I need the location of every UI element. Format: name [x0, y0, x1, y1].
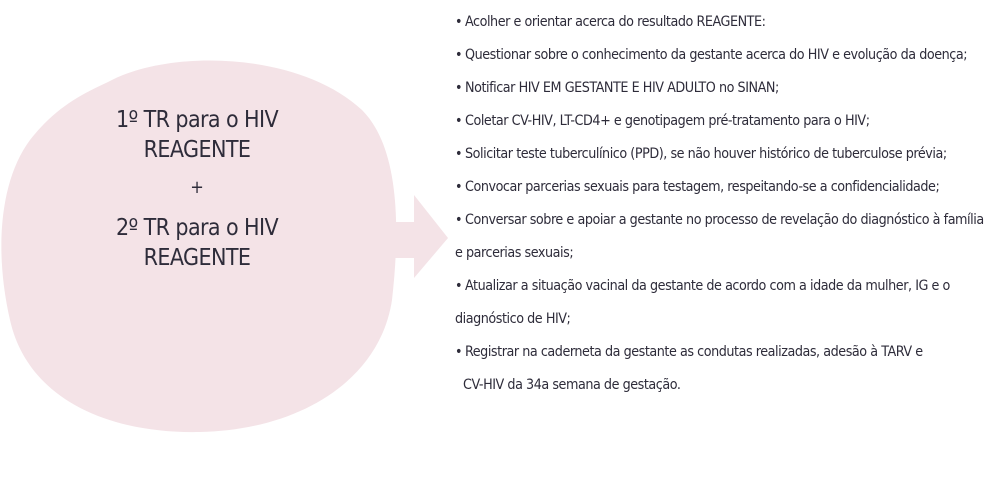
bullet-icon: • — [455, 146, 463, 162]
list-item — [455, 336, 993, 369]
list-item — [455, 171, 993, 204]
arrow-shape — [388, 195, 448, 278]
item-text: Solicitar teste tuberculínico (PPD), se não houver histórico de tuberculose prévia; — [465, 146, 947, 162]
item-text: Coletar CV-HIV, LT-CD4+ e genotipagem pré-tratamento para o HIV; — [465, 113, 870, 129]
list-item — [455, 270, 993, 303]
item-text: Convocar parcerias sexuais para testagem, respeitando-se a confidencialidade; — [465, 179, 940, 195]
second-test-label: 2º TR para o HIV — [115, 215, 279, 241]
action-list — [455, 6, 993, 402]
item-text: Conversar sobre e apoiar a gestante no processo de revelação do diagnóstico à família — [465, 212, 984, 228]
bullet-icon: • — [455, 80, 463, 96]
bullet-icon: • — [455, 212, 463, 228]
plus-sign: + — [190, 177, 204, 198]
item-text: Acolher e orientar acerca do resultado REAGENTE: — [465, 14, 766, 30]
first-test-result: REAGENTE — [143, 137, 251, 163]
second-test-result: REAGENTE — [143, 245, 251, 271]
list-item — [455, 72, 993, 105]
item-text: Atualizar a situação vacinal da gestante de acordo com a idade da mulher, IG e o — [465, 278, 950, 294]
item-text: Notificar HIV EM GESTANTE E HIV ADULTO no SINAN; — [465, 80, 779, 96]
bullet-icon: • — [455, 113, 463, 129]
item-text: Questionar sobre o conhecimento da gestante acerca do HIV e evolução da doença; — [465, 47, 968, 63]
list-item — [455, 138, 993, 171]
list-item — [455, 6, 993, 39]
result-summary — [72, 105, 322, 273]
list-item-continuation — [455, 369, 993, 402]
item-text: diagnóstico de HIV; — [455, 311, 571, 327]
first-test-label: 1º TR para o HIV — [115, 107, 279, 133]
item-text: CV-HIV da 34a semana de gestação. — [463, 377, 681, 393]
bullet-icon: • — [455, 179, 463, 195]
item-text: e parcerias sexuais; — [455, 245, 574, 261]
bullet-icon: • — [455, 344, 463, 360]
bullet-icon: • — [455, 278, 463, 294]
list-item-continuation — [455, 303, 993, 336]
list-item — [455, 204, 993, 237]
item-text: Registrar na caderneta da gestante as condutas realizadas, adesão à TARV e — [465, 344, 923, 360]
list-item-continuation — [455, 237, 993, 270]
bullet-icon: • — [455, 14, 463, 30]
list-item — [455, 105, 993, 138]
list-item — [455, 39, 993, 72]
bullet-icon: • — [455, 47, 463, 63]
